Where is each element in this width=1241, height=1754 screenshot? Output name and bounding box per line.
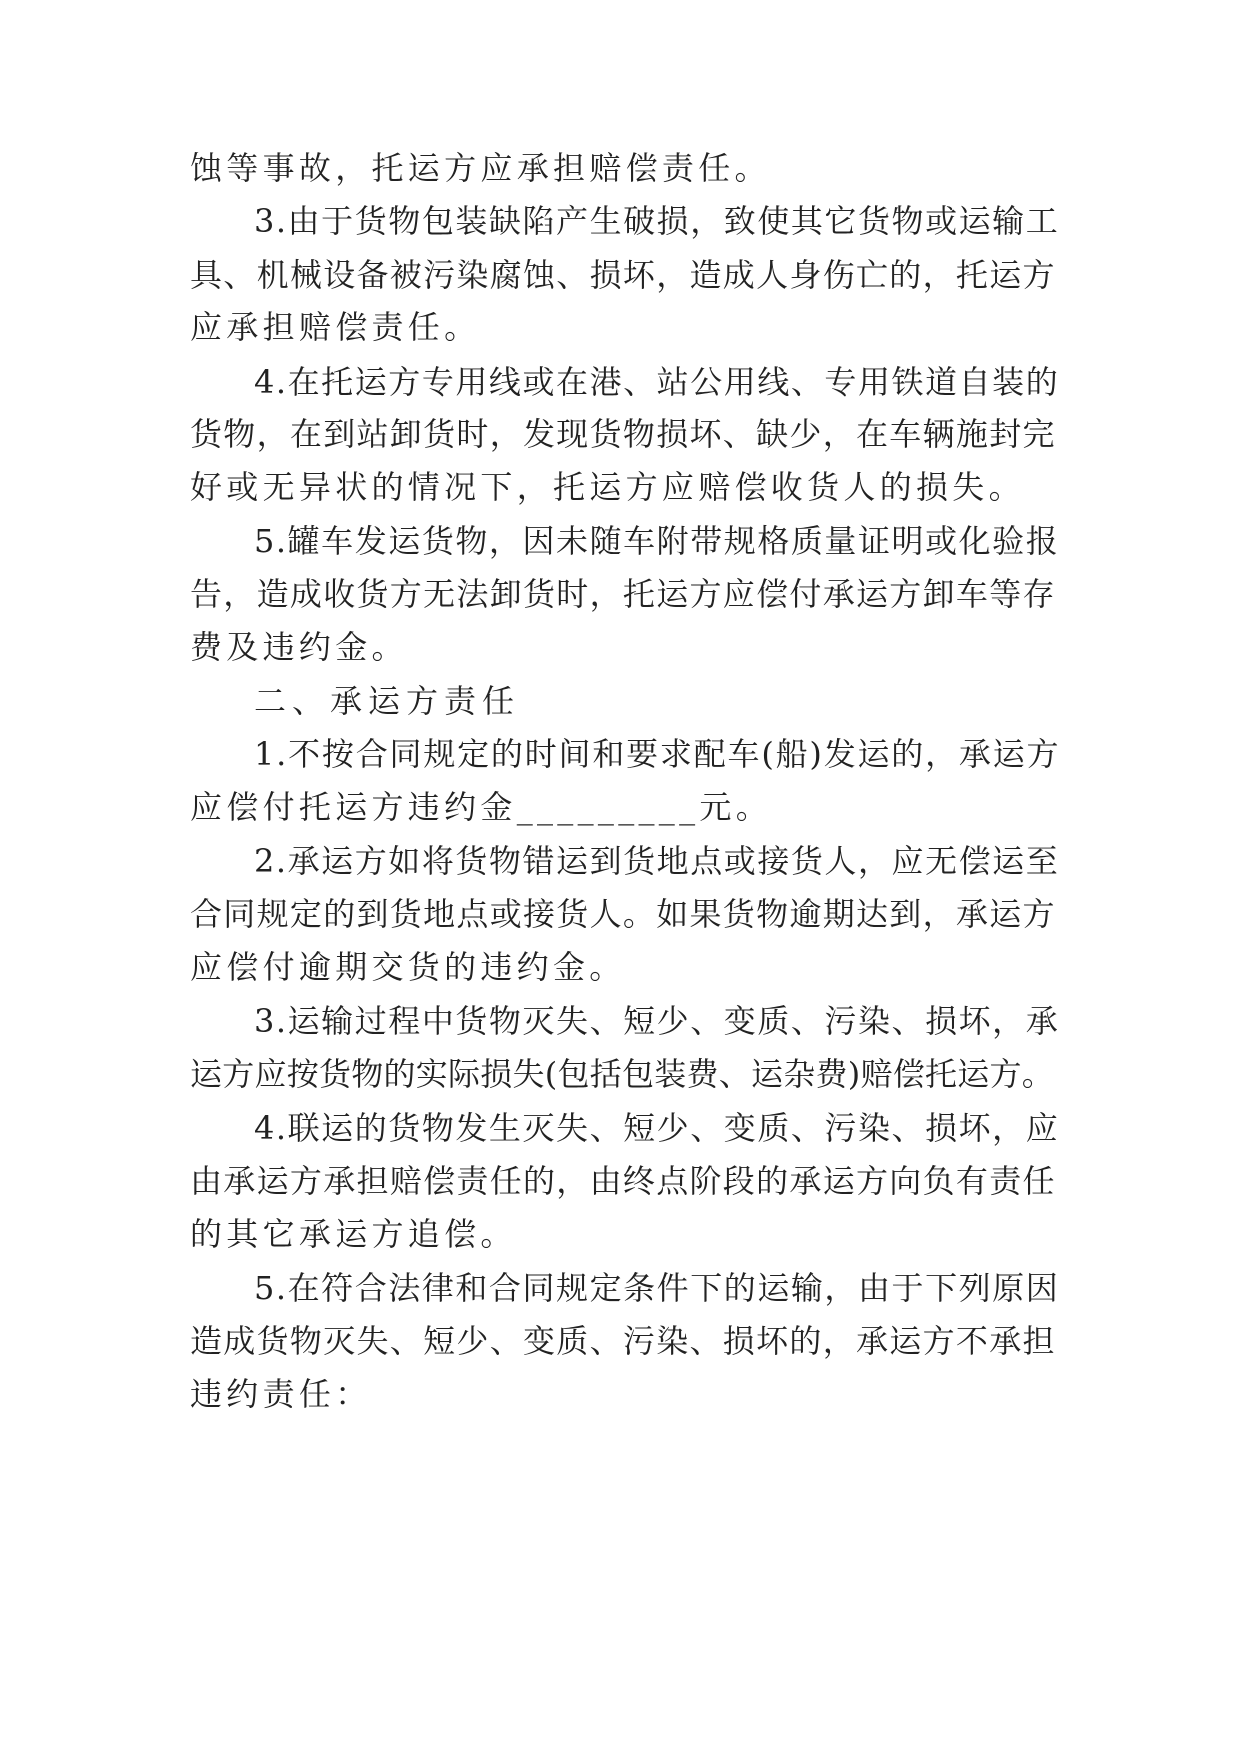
text-line: 运方应按货物的实际损失(包括包装费、运杂费)赔偿托运方。 — [190, 1055, 1054, 1093]
text-line: 由承运方承担赔偿责任的，由终点阶段的承运方向负有责任 — [190, 1162, 1056, 1200]
text-line: 具、机械设备被污染腐蚀、损坏，造成人身伤亡的，托运方 — [190, 256, 1056, 294]
text-line: 好或无异状的情况下，托运方应赔偿收货人的损失。 — [190, 468, 1025, 506]
text-line: 违约责任： — [190, 1375, 372, 1413]
text-line: 2.承运方如将货物错运到货地点或接货人，应无偿运至 — [254, 842, 1060, 880]
text-line: 费及违约金。 — [190, 628, 408, 666]
text-line: 应偿付托运方违约金_________元。 — [190, 788, 773, 826]
text-line: 1.不按合同规定的时间和要求配车(船)发运的，承运方 — [254, 735, 1061, 773]
text-line: 蚀等事故，托运方应承担赔偿责任。 — [190, 149, 771, 187]
text-line: 应承担赔偿责任。 — [190, 308, 481, 346]
text-line: 告，造成收货方无法卸货时，托运方应偿付承运方卸车等存 — [190, 575, 1056, 613]
text-line: 3.由于货物包装缺陷产生破损，致使其它货物或运输工 — [254, 202, 1060, 240]
text-line: 4.在托运方专用线或在港、站公用线、专用铁道自装的 — [254, 363, 1060, 401]
text-line: 应偿付逾期交货的违约金。 — [190, 948, 626, 986]
section-heading: 二、承运方责任 — [254, 682, 521, 720]
text-line: 3.运输过程中货物灭失、短少、变质、污染、损坏，承 — [254, 1002, 1060, 1040]
text-line: 合同规定的到货地点或接货人。如果货物逾期达到，承运方 — [190, 895, 1056, 933]
text-line: 货物，在到站卸货时，发现货物损坏、缺少，在车辆施封完 — [190, 415, 1056, 453]
text-line: 的其它承运方追偿。 — [190, 1215, 517, 1253]
text-line: 4.联运的货物发生灭失、短少、变质、污染、损坏，应 — [254, 1109, 1060, 1147]
text-line: 5.罐车发运货物，因未随车附带规格质量证明或化验报 — [254, 522, 1060, 560]
text-line: 5.在符合法律和合同规定条件下的运输，由于下列原因 — [254, 1269, 1060, 1307]
text-line: 造成货物灭失、短少、变质、污染、损坏的，承运方不承担 — [190, 1322, 1056, 1360]
